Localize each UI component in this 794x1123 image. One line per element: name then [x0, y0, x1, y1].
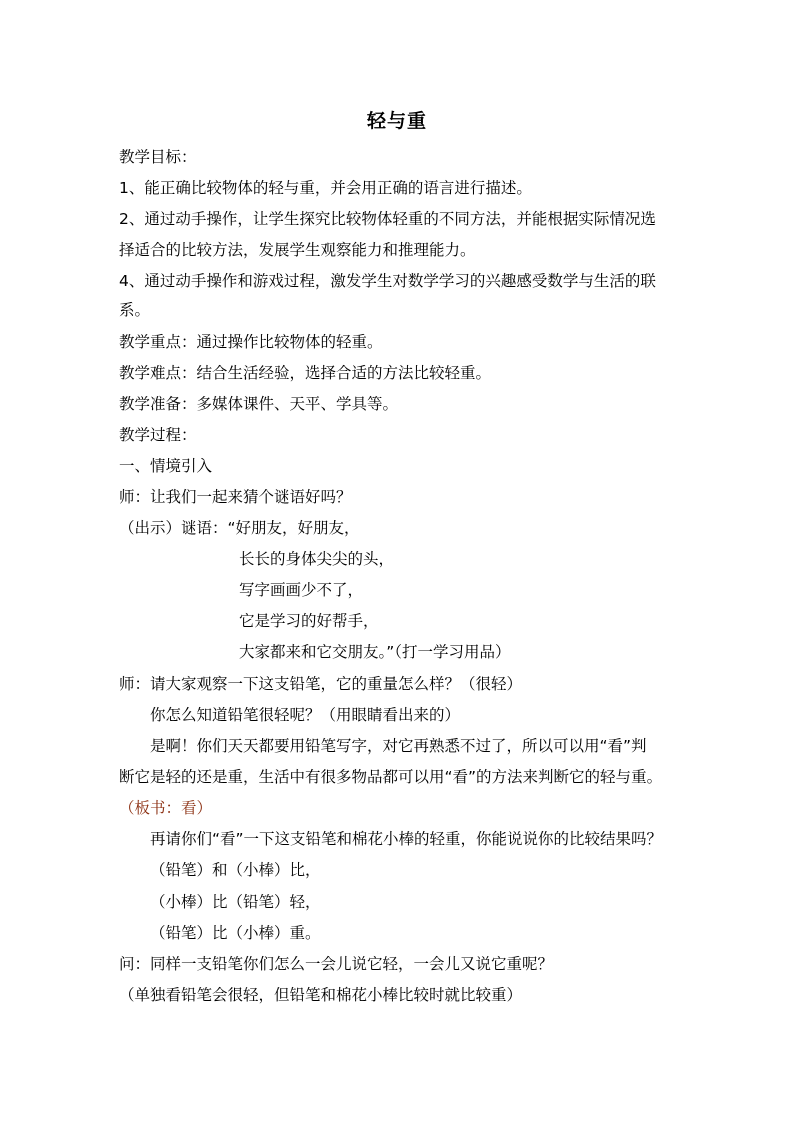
compare-line-3: （铅笔）比（小棒）重。: [150, 924, 321, 942]
riddle-line-1: （出示）谜语：“好朋友，好朋友，: [119, 519, 360, 537]
riddle-line-2: 长长的身体尖尖的头，: [239, 550, 395, 568]
subsection-intro: 一、情境引入: [119, 457, 213, 475]
objective-1: 1、能正确比较物体的轻与重，并会用正确的语言进行描述。: [119, 179, 532, 197]
objective-4: 4、通过动手操作和游戏过程，激发学生对数学学习的兴趣感受数学与生活的联: [119, 272, 656, 290]
teacher-line-1: 师：让我们一起来猜个谜语好吗？: [119, 488, 352, 506]
teaching-difficulty: 教学难点：结合生活经验，选择合适的方法比较轻重。: [119, 364, 492, 382]
objective-2: 2、通过动手操作，让学生探究比较物体轻重的不同方法，并能根据实际情况选: [119, 210, 656, 228]
compare-line-2: （小棒）比（铅笔）轻，: [150, 893, 321, 911]
riddle-line-4: 它是学习的好帮手，: [239, 612, 379, 630]
board-note: （板书：看）: [119, 799, 213, 817]
section-heading-objectives: 教学目标：: [119, 148, 197, 166]
document-title: 轻与重: [366, 110, 427, 132]
teacher-explanation: 是啊！你们天天都要用铅笔写字，对它再熟悉不过了，所以可以用“看”判: [150, 737, 647, 755]
teaching-focus: 教学重点：通过操作比较物体的轻重。: [119, 333, 383, 351]
teaching-preparation: 教学准备：多媒体课件、天平、学具等。: [119, 395, 399, 413]
section-heading-process: 教学过程：: [119, 426, 197, 444]
answer-line: （单独看铅笔会很轻，但铅笔和棉花小棒比较时就比较重）: [119, 986, 523, 1004]
teacher-compare-question: 再请你们“看”一下这支铅笔和棉花小棒的轻重，你能说说你的比较结果吗？: [150, 830, 663, 848]
teacher-question: 你怎么知道铅笔很轻呢？（用眼睛看出来的）: [150, 706, 461, 724]
riddle-line-5: 大家都来和它交朋友。”（打一学习用品）: [239, 643, 511, 661]
riddle-line-3: 写字画画少不了，: [239, 581, 364, 599]
teacher-line-2: 师：请大家观察一下这支铅笔，它的重量怎么样？（很轻）: [119, 675, 523, 693]
objective-4-cont: 系。: [119, 301, 151, 319]
teacher-explanation-cont: 断它是轻的还是重，生活中有很多物品都可以用“看”的方法来判断它的轻与重。: [119, 768, 663, 786]
question-line: 问：同样一支铅笔你们怎么一会儿说它轻，一会儿又说它重呢？: [119, 955, 554, 973]
objective-2-cont: 择适合的比较方法，发展学生观察能力和推理能力。: [119, 241, 476, 259]
compare-line-1: （铅笔）和（小棒）比，: [150, 861, 321, 879]
